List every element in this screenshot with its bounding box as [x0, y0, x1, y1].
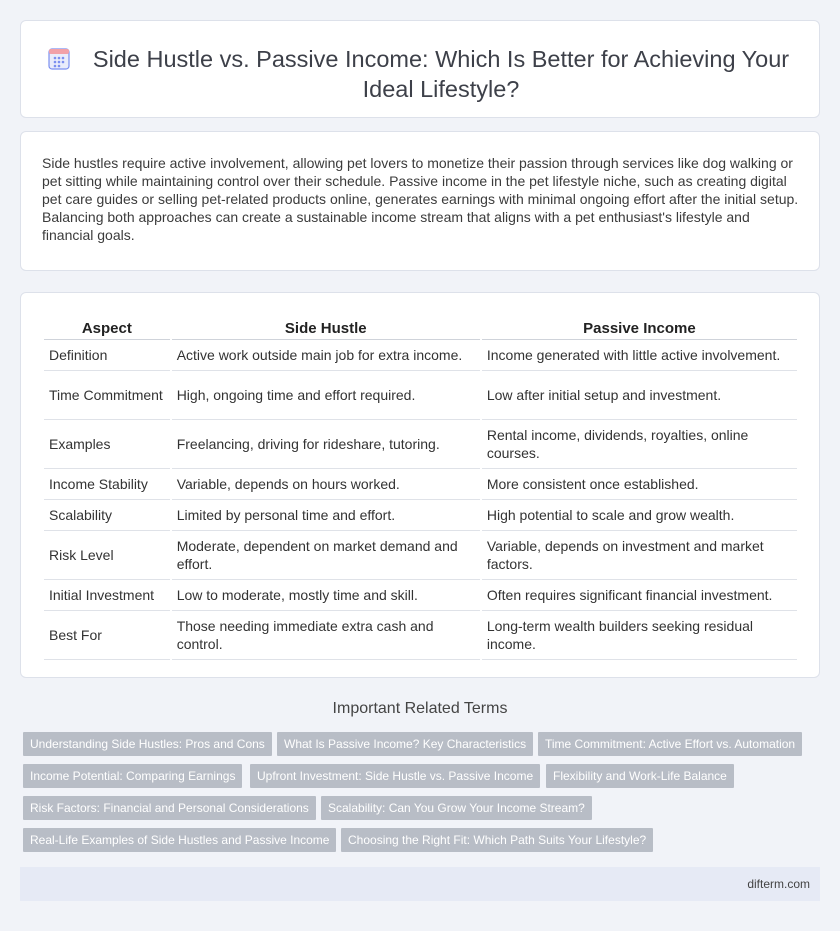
related-term-tag[interactable]: Real-Life Examples of Side Hustles and Passive Income — [23, 828, 336, 852]
table-cell: Income Stability — [44, 469, 170, 500]
related-term-tag[interactable]: Flexibility and Work-Life Balance — [546, 764, 734, 788]
table-cell: High potential to scale and grow wealth. — [482, 500, 797, 531]
table-cell: Time Commitment — [44, 371, 170, 420]
header-card — [20, 20, 820, 118]
footer-brand[interactable]: difterm.com — [747, 877, 810, 891]
table-row — [44, 500, 797, 531]
table-row — [44, 371, 797, 420]
footer — [20, 867, 820, 901]
table-row — [44, 611, 797, 660]
related-term-tag[interactable]: Upfront Investment: Side Hustle vs. Passive Income — [250, 764, 540, 788]
related-term-tag[interactable]: What Is Passive Income? Key Characteristics — [277, 732, 533, 756]
table-cell: Low to moderate, mostly time and skill. — [172, 580, 480, 611]
related-term-tag[interactable]: Scalability: Can You Grow Your Income Stream? — [321, 796, 592, 820]
table-cell: Scalability — [44, 500, 170, 531]
table-cell: Variable, depends on investment and market factors. — [482, 531, 797, 580]
comparison-table-card — [20, 292, 820, 678]
table-cell: High, ongoing time and effort required. — [172, 371, 480, 420]
related-term-tag[interactable]: Income Potential: Comparing Earnings — [23, 764, 242, 788]
column-header-passive-income: Passive Income — [482, 315, 797, 340]
table-row — [44, 420, 797, 469]
table-header-row — [44, 315, 797, 340]
table-cell: Best For — [44, 611, 170, 660]
table-cell: Initial Investment — [44, 580, 170, 611]
table-cell: Long-term wealth builders seeking residual income. — [482, 611, 797, 660]
table-cell: Definition — [44, 340, 170, 371]
intro-card — [20, 131, 820, 271]
intro-paragraph: Side hustles require active involvement, allowing pet lovers to monetize their passion through services like dog walking or pet sitting while maintaining control over their schedule. Passive income in the pet lifestyle niche, such as creating digital pet care guides or selling pet-related products online, generates earnings with minimal ongoing effort after the initial setup. Balancing both approaches can create a sustainable income stream that aligns with a pet enthusiast's lifestyle and financial goals. — [42, 155, 799, 243]
table-cell: Income generated with little active involvement. — [482, 340, 797, 371]
table-cell: More consistent once established. — [482, 469, 797, 500]
comparison-table — [42, 315, 799, 660]
table-row — [44, 531, 797, 580]
related-term-tag[interactable]: Choosing the Right Fit: Which Path Suits Your Lifestyle? — [341, 828, 653, 852]
related-term-tag[interactable]: Understanding Side Hustles: Pros and Cons — [23, 732, 272, 756]
table-cell: Those needing immediate extra cash and control. — [172, 611, 480, 660]
related-term-tag[interactable]: Risk Factors: Financial and Personal Considerations — [23, 796, 316, 820]
table-cell: Variable, depends on hours worked. — [172, 469, 480, 500]
table-cell: Freelancing, driving for rideshare, tutoring. — [172, 420, 480, 469]
table-row — [44, 469, 797, 500]
table-cell: Moderate, dependent on market demand and effort. — [172, 531, 480, 580]
document-icon — [47, 47, 71, 71]
table-cell: Rental income, dividends, royalties, online courses. — [482, 420, 797, 469]
column-header-aspect: Aspect — [44, 315, 170, 340]
table-row — [44, 340, 797, 371]
column-header-side-hustle: Side Hustle — [172, 315, 480, 340]
related-terms-heading: Important Related Terms — [332, 700, 508, 717]
table-cell: Low after initial setup and investment. — [482, 371, 797, 420]
table-cell: Limited by personal time and effort. — [172, 500, 480, 531]
table-cell: Often requires significant financial investment. — [482, 580, 797, 611]
page-title: Side Hustle vs. Passive Income: Which Is Better for Achieving Your Ideal Lifestyle? — [92, 46, 790, 102]
related-term-tag[interactable]: Time Commitment: Active Effort vs. Automation — [538, 732, 802, 756]
table-cell: Examples — [44, 420, 170, 469]
table-row — [44, 580, 797, 611]
table-cell: Active work outside main job for extra income. — [172, 340, 480, 371]
table-cell: Risk Level — [44, 531, 170, 580]
